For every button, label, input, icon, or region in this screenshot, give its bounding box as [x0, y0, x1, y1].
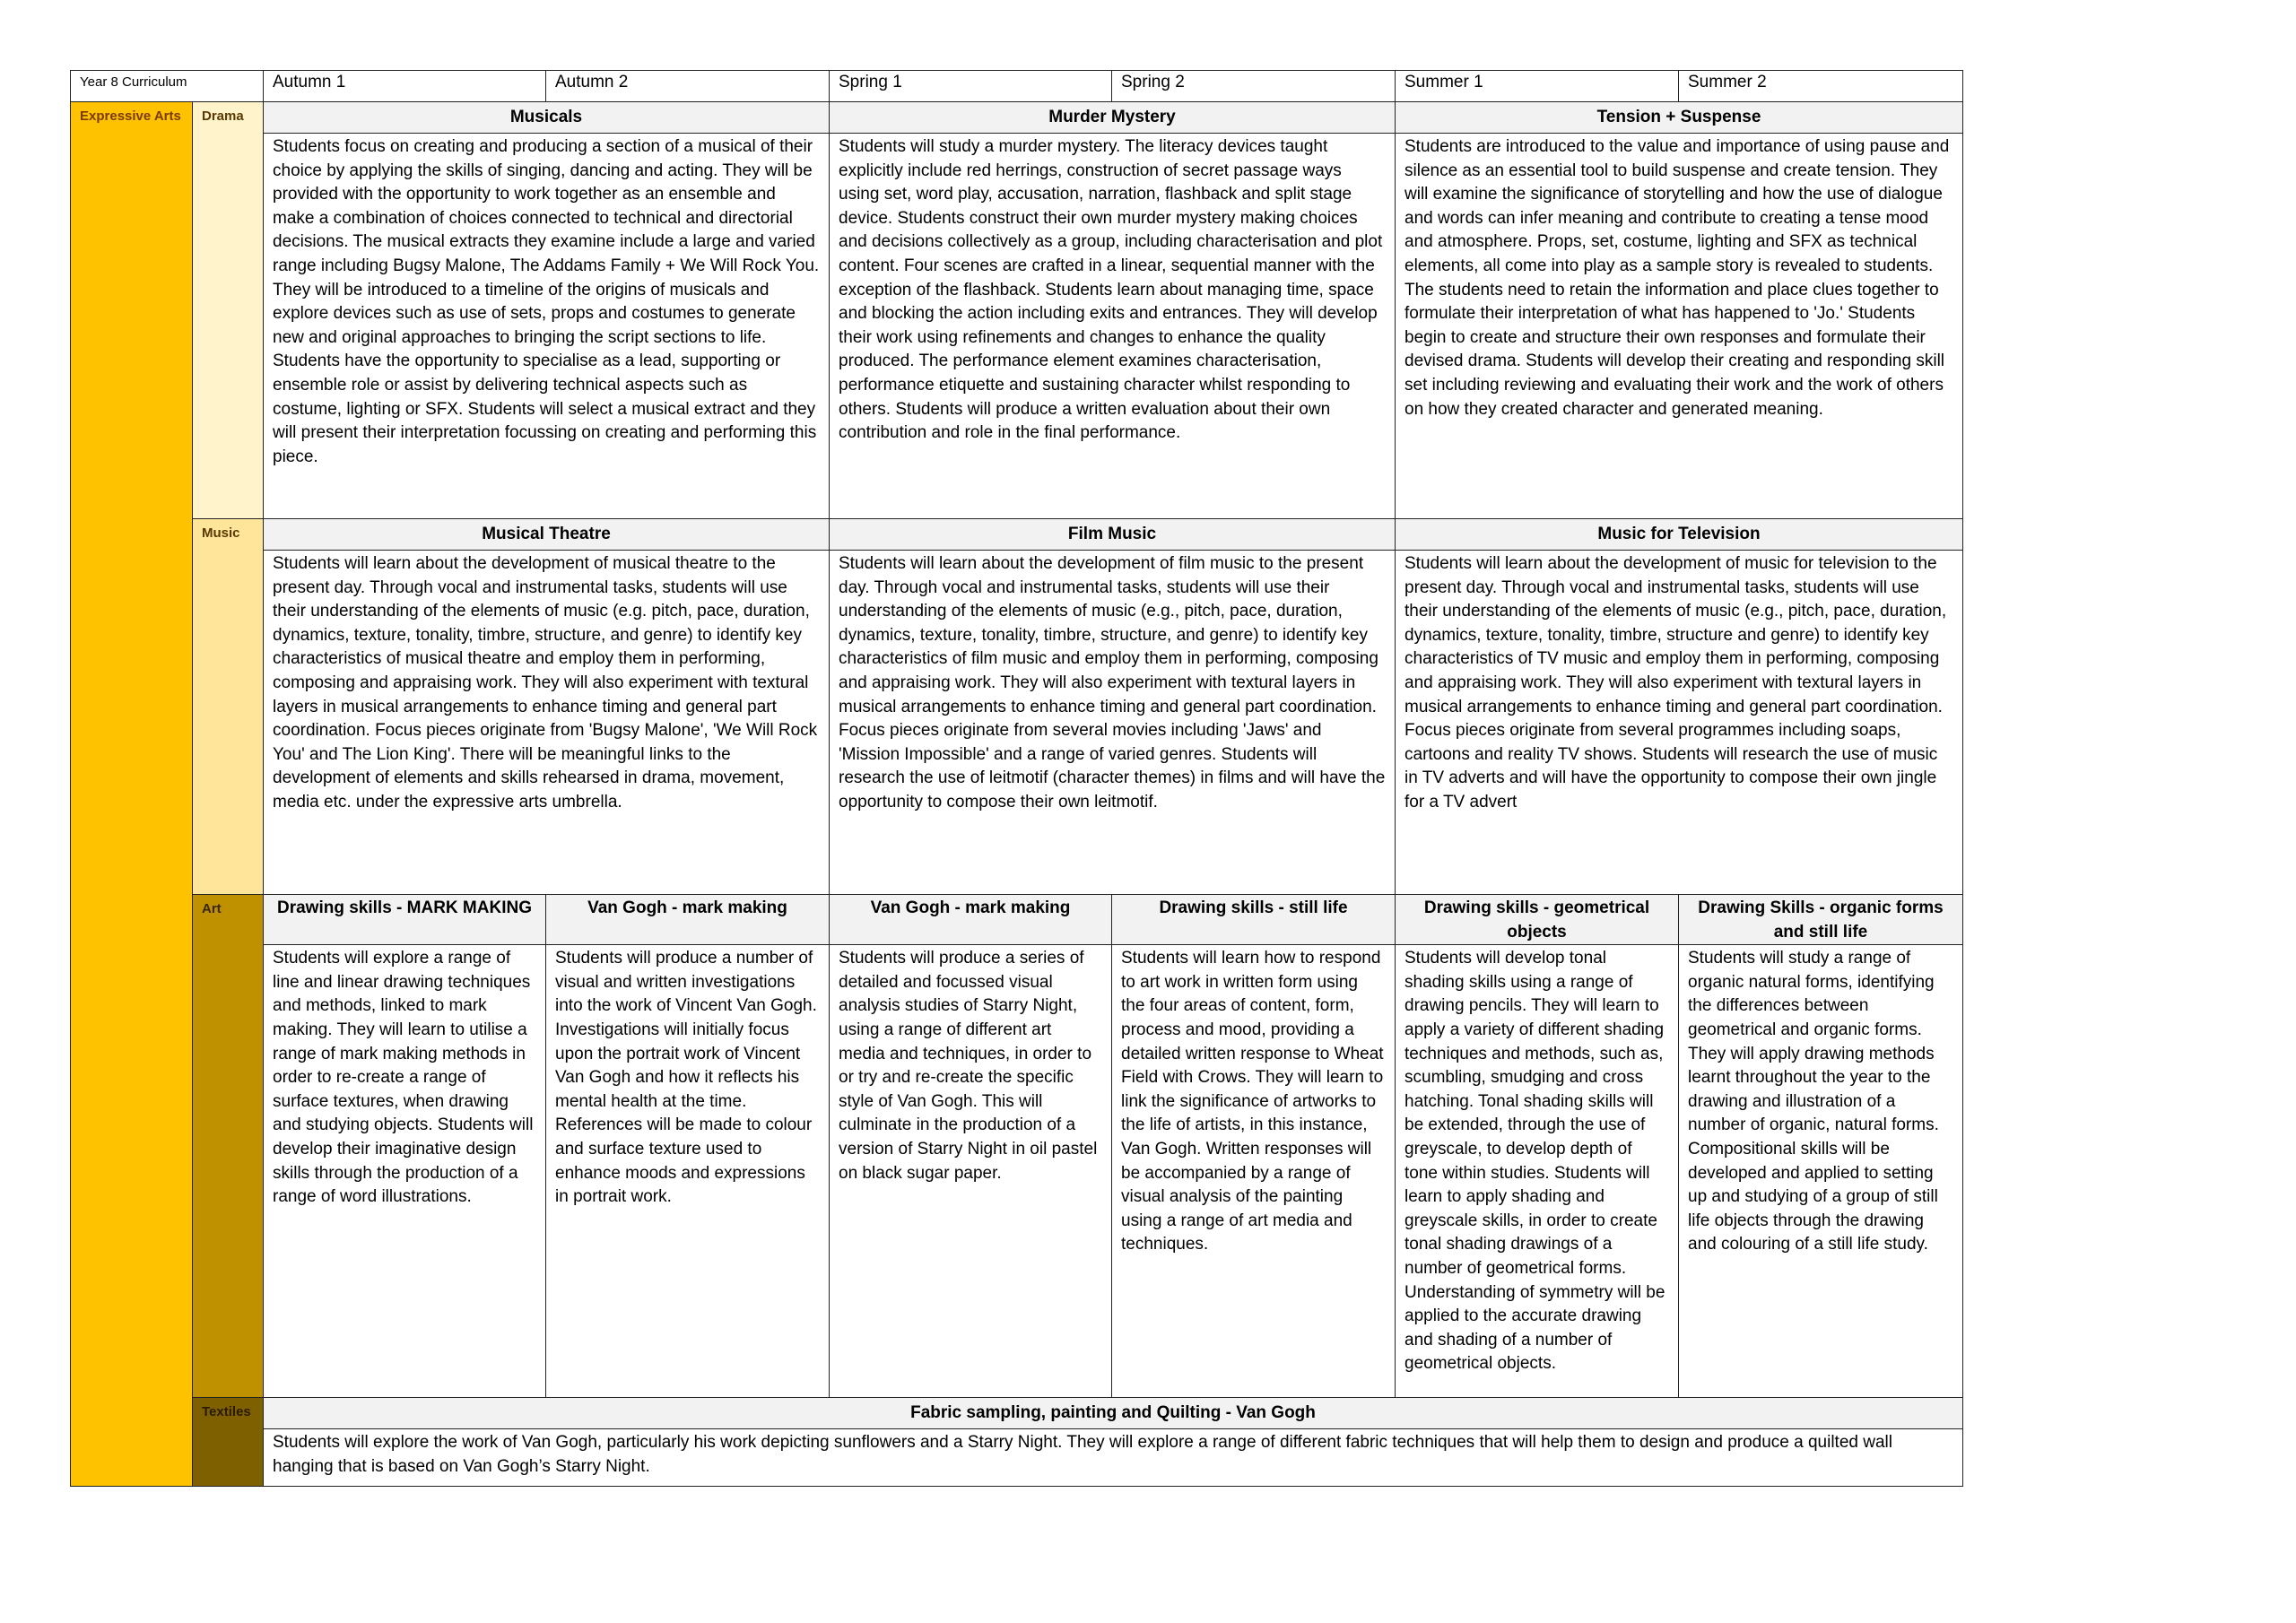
- art-body-summer-2: Students will study a range of organic natural forms, identifying the differences between geometrical and organic forms. They will apply drawing methods learnt throughout the year to the drawing and illustration of a number of organic, natural forms. Compositional skills will be developed and applied to setting up and studying of a group of still life objects through the drawing and colouring of a still life study.: [1679, 945, 1963, 1398]
- textiles-topic-row: [71, 1398, 1963, 1429]
- textiles-body: Students will explore the work of Van Gogh, particularly his work depicting sunflowers and a Starry Night. They will explore a range of different fabric techniques that will help them to design and produce a quilted wall hanging that is based on Van Gogh’s Starry Night.: [264, 1429, 1963, 1487]
- art-topic-autumn-1: Drawing skills - MARK MAKING: [264, 895, 546, 945]
- header-row: [71, 71, 1963, 102]
- term-spring-2: Spring 2: [1112, 71, 1396, 102]
- music-topic-autumn: Musical Theatre: [264, 519, 830, 551]
- term-spring-1: Spring 1: [830, 71, 1112, 102]
- textiles-body-row: [71, 1429, 1963, 1487]
- drama-body-summer: Students are introduced to the value and importance of using pause and silence as an essential tool to build suspense and create tension. They will examine the significance of storytelling and how the use of dialogue and words can infer meaning and contribute to creating a tense mood and atmosphere. Props, set, costume, lighting and SFX as technical elements, all come into play as a sample story is revealed to students. The students need to retain the information and place clues together to formulate their interpretation of what has happened to 'Jo.' Students begin to create and structure their own responses and formulate their devised drama. Students will develop their creating and responding skill set including reviewing and evaluating their work and the work of others on how they created character and generated meaning.: [1396, 134, 1963, 519]
- art-body-summer-1: Students will develop tonal shading skills using a range of drawing pencils. They will learn to apply a variety of different shading techniques and methods, such as, scumbling, smudging and cross hatching. Tonal shading skills will be extended, through the use of greyscale, to develop depth of tone within studies. Students will learn to apply shading and greyscale skills, in order to create tonal shading drawings of a number of geometrical forms. Understanding of symmetry will be applied to the accurate drawing and shading of a number of geometrical objects.: [1396, 945, 1679, 1398]
- art-topic-spring-1: Van Gogh - mark making: [830, 895, 1112, 945]
- art-topic-summer-1: Drawing skills - geometrical objects: [1396, 895, 1679, 945]
- curriculum-table: [70, 70, 1963, 1487]
- subject-expressive-arts: Expressive Arts: [71, 102, 193, 1487]
- curriculum-title: Year 8 Curriculum: [71, 71, 264, 102]
- art-body-autumn-2: Students will produce a number of visual and written investigations into the work of Vincent Van Gogh. Investigations will initially focus upon the portrait work of Vincent Van Gogh and how it reflects his mental health at the time. References will be made to colour and surface texture used to enhance moods and expressions in portrait work.: [546, 945, 830, 1398]
- art-topic-autumn-2: Van Gogh - mark making: [546, 895, 830, 945]
- subject-drama: Drama: [193, 102, 264, 519]
- music-body-row: [71, 551, 1963, 895]
- art-body-spring-2: Students will learn how to respond to art work in written form using the four areas of content, form, process and mood, providing a detailed written response to Wheat Field with Crows. They will learn to link the significance of artworks to the life of artists, in this instance, Van Gogh. Written responses will be accompanied by a range of visual analysis of the painting using a range of art media and techniques.: [1112, 945, 1396, 1398]
- music-body-spring: Students will learn about the development of film music to the present day. Through vocal and instrumental tasks, students will use their understanding of the elements of music (e.g., pitch, pace, duration, dynamics, texture, tonality, timbre, structure, and genre) to identify key characteristics of film music and employ them in performing, composing and appraising work. They will also experiment with textural layers in musical arrangements to enhance timing and general part coordination. Focus pieces originate from several movies including 'Jaws' and 'Mission Impossible' and a range of varied genres. Students will research the use of leitmotif (character themes) in films and will have the opportunity to compose their own leitmotif.: [830, 551, 1396, 895]
- art-topic-summer-2: Drawing Skills - organic forms and still life: [1679, 895, 1963, 945]
- music-body-summer: Students will learn about the development of music for television to the present day. Through vocal and instrumental tasks, students will use their understanding of the elements of music (e.g., pitch, pace, duration, dynamics, texture, tonality, timbre, structure and genre) to identify key characteristics of TV music and employ them in performing, composing and appraising work. They will also experiment with textural layers in musical arrangements to enhance timing and general part coordination. Focus pieces originate from several programmes including soaps, cartoons and reality TV shows. Students will research the use of music in TV adverts and will have the opportunity to compose their own jingle for a TV advert: [1396, 551, 1963, 895]
- term-summer-1: Summer 1: [1396, 71, 1679, 102]
- drama-body-autumn: Students focus on creating and producing a section of a musical of their choice by applying the skills of singing, dancing and acting. They will be provided with the opportunity to work together as an ensemble and make a combination of choices connected to technical and directorial decisions. The musical extracts they examine include a large and varied range including Bugsy Malone, The Addams Family + We Will Rock You. They will be introduced to a timeline of the origins of musicals and explore devices such as use of sets, props and costumes to generate new and original approaches to bringing the script sections to life. Students have the opportunity to specialise as a lead, supporting or ensemble role or assist by delivering technical aspects such as costume, lighting or SFX. Students will select a musical extract and they will present their interpretation focussing on creating and performing this piece.: [264, 134, 830, 519]
- art-body-row: [71, 945, 1963, 1398]
- term-autumn-2: Autumn 2: [546, 71, 830, 102]
- drama-body-row: [71, 134, 1963, 519]
- curriculum-page: [70, 70, 1962, 1486]
- art-body-spring-1: Students will produce a series of detailed and focussed visual analysis studies of Starry Night, using a range of different art media and techniques, in order to or try and re-create the specific style of Van Gogh. This will culminate in the production of a version of Starry Night in oil pastel on black sugar paper.: [830, 945, 1112, 1398]
- drama-topic-autumn: Musicals: [264, 102, 830, 134]
- art-body-autumn-1: Students will explore a range of line and linear drawing techniques and methods, linked to mark making. They will learn to utilise a range of mark making methods in order to re-create a range of surface textures, when drawing and studying objects. Students will develop their imaginative design skills through the production of a range of word illustrations.: [264, 945, 546, 1398]
- music-body-autumn: Students will learn about the development of musical theatre to the present day. Through vocal and instrumental tasks, students will use their understanding of the elements of music (e.g. pitch, pace, duration, dynamics, texture, tonality, timbre, structure, and genre) to identify key characteristics of musical theatre and employ them in performing, composing and appraising work. They will also experiment with textural layers in musical arrangements to enhance timing and general part coordination. Focus pieces originate from 'Bugsy Malone', 'We Will Rock You' and The Lion King'. There will be meaningful links to the development of elements and skills rehearsed in drama, movement, media etc. under the expressive arts umbrella.: [264, 551, 830, 895]
- drama-topic-spring: Murder Mystery: [830, 102, 1396, 134]
- subject-textiles: Textiles: [193, 1398, 264, 1487]
- term-autumn-1: Autumn 1: [264, 71, 546, 102]
- art-topic-spring-2: Drawing skills - still life: [1112, 895, 1396, 945]
- music-topic-row: [71, 519, 1963, 551]
- subject-music: Music: [193, 519, 264, 895]
- art-topic-row: [71, 895, 1963, 945]
- drama-topic-summer: Tension + Suspense: [1396, 102, 1963, 134]
- music-topic-spring: Film Music: [830, 519, 1396, 551]
- drama-topic-row: [71, 102, 1963, 134]
- term-summer-2: Summer 2: [1679, 71, 1963, 102]
- drama-body-spring: Students will study a murder mystery. The literacy devices taught explicitly include red herrings, construction of secret passage ways using set, word play, accusation, narration, flashback and split stage device. Students construct their own murder mystery making choices and decisions collectively as a group, including characterisation and plot content. Four scenes are crafted in a linear, sequential manner with the exception of the flashback. Students learn about managing time, space and blocking the action including exits and entrances. They will develop their work using refinements and changes to enhance the quality produced. The performance element examines characterisation, performance etiquette and sustaining character whilst responding to others. Students will produce a written evaluation about their own contribution and role in the final performance.: [830, 134, 1396, 519]
- subject-art: Art: [193, 895, 264, 1398]
- textiles-topic: Fabric sampling, painting and Quilting - Van Gogh: [264, 1398, 1963, 1429]
- music-topic-summer: Music for Television: [1396, 519, 1963, 551]
